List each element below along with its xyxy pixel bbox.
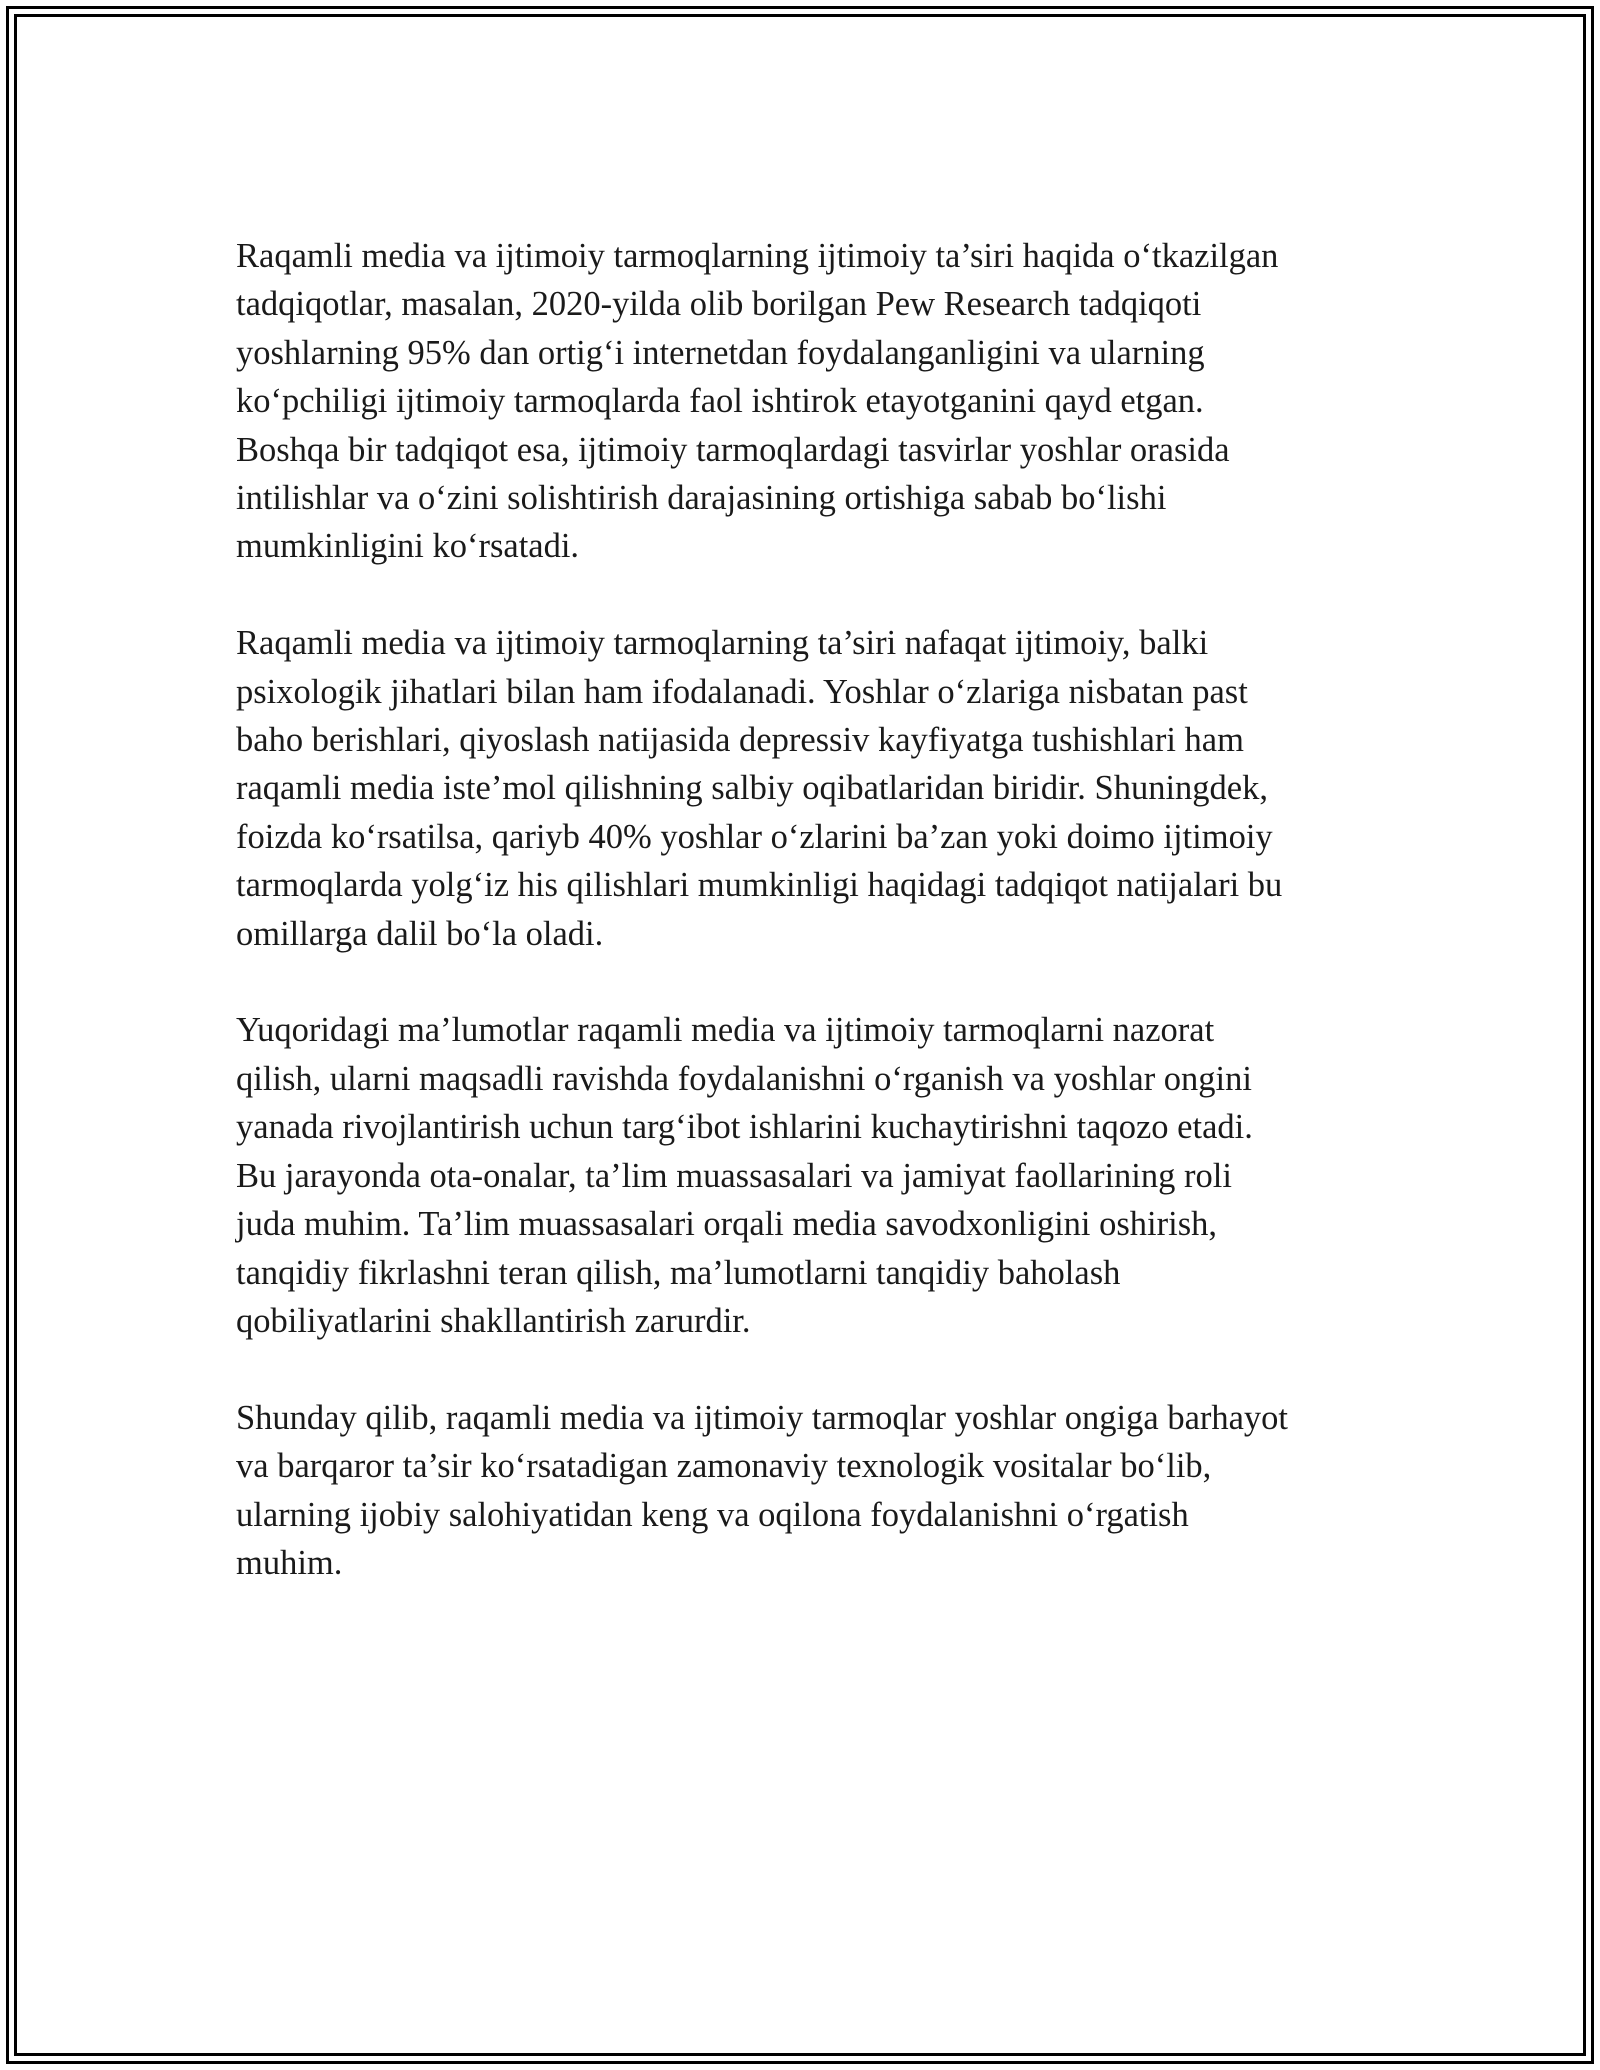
text-line: tarmoqlarda yolg‘iz his qilishlari mumkinligi haqidagi tadqiqot natijalari bu: [236, 866, 1283, 905]
text-line: Raqamli media va ijtimoiy tarmoqlarning ijtimoiy ta’siri haqida o‘tkazilgan: [236, 237, 1279, 275]
text-line: raqamli media iste’mol qilishning salbiy oqibatlaridan biridir. Shuningdek,: [236, 769, 1268, 808]
paragraph-3: [236, 1006, 1366, 1345]
paragraph-1: [236, 232, 1366, 571]
text-line: psixologik jihatlari bilan ham ifodalanadi. Yoshlar o‘zlariga nisbatan past: [236, 672, 1248, 711]
text-line: foizda ko‘rsatilsa, qariyb 40% yoshlar o‘zlarini ba’zan yoki doimo ijtimoiy: [236, 817, 1273, 856]
text-line: ko‘pchiligi ijtimoiy tarmoqlarda faol ishtirok etayotganini qayd etgan.: [236, 382, 1204, 421]
text-line: mumkinligini ko‘rsatadi.: [236, 527, 580, 566]
text-line: juda muhim. Ta’lim muassasalari orqali media savodxonligini oshirish,: [236, 1205, 1218, 1244]
text-line: va barqaror ta’sir ko‘rsatadigan zamonaviy texnologik vositalar bo‘lib,: [236, 1447, 1212, 1486]
text-line: Raqamli media va ijtimoiy tarmoqlarning ta’siri nafaqat ijtimoiy, balki: [236, 624, 1209, 663]
text-line: yanada rivojlantirish uchun targ‘ibot ishlarini kuchaytirishni taqozo etadi.: [236, 1108, 1253, 1147]
text-line: tanqidiy fikrlashni teran qilish, ma’lumotlarni tanqidiy baholash: [236, 1253, 1121, 1292]
paragraph-2: [236, 619, 1366, 958]
paragraph-4: [236, 1394, 1366, 1588]
text-line: yoshlarning 95% dan ortig‘i internetdan foydalanganligini va ularning: [236, 333, 1205, 372]
text-line: Yuqoridagi ma’lumotlar raqamli media va ijtimoiy tarmoqlarni nazorat: [236, 1011, 1215, 1050]
text-line: muhim.: [236, 1543, 343, 1582]
text-line: qilish, ularni maqsadli ravishda foydalanishni o‘rganish va yoshlar ongini: [236, 1059, 1252, 1098]
text-line: intilishlar va o‘zini solishtirish darajasining ortishiga sabab bo‘lishi: [236, 479, 1167, 518]
text-line: Bu jarayonda ota-onalar, ta’lim muassasalari va jamiyat faollarining roli: [236, 1156, 1232, 1195]
text-line: omillarga dalil bo‘la oladi.: [236, 914, 604, 953]
text-line: Shunday qilib, raqamli media va ijtimoiy tarmoqlar yoshlar ongiga barhayot: [236, 1398, 1289, 1437]
text-line: ularning ijobiy salohiyatidan keng va oqilona foydalanishni o‘rgatish: [236, 1495, 1189, 1534]
text-line: baho berishlari, qiyoslash natijasida depressiv kayfiyatga tushishlari ham: [236, 721, 1244, 760]
text-line: tadqiqotlar, masalan, 2020-yilda olib borilgan Pew Research tadqiqoti: [236, 285, 1202, 324]
document-body: [236, 232, 1366, 1636]
text-line: Boshqa bir tadqiqot esa, ijtimoiy tarmoqlardagi tasvirlar yoshlar orasida: [236, 430, 1230, 469]
text-line: qobiliyatlarini shakllantirish zarurdir.: [236, 1301, 751, 1340]
